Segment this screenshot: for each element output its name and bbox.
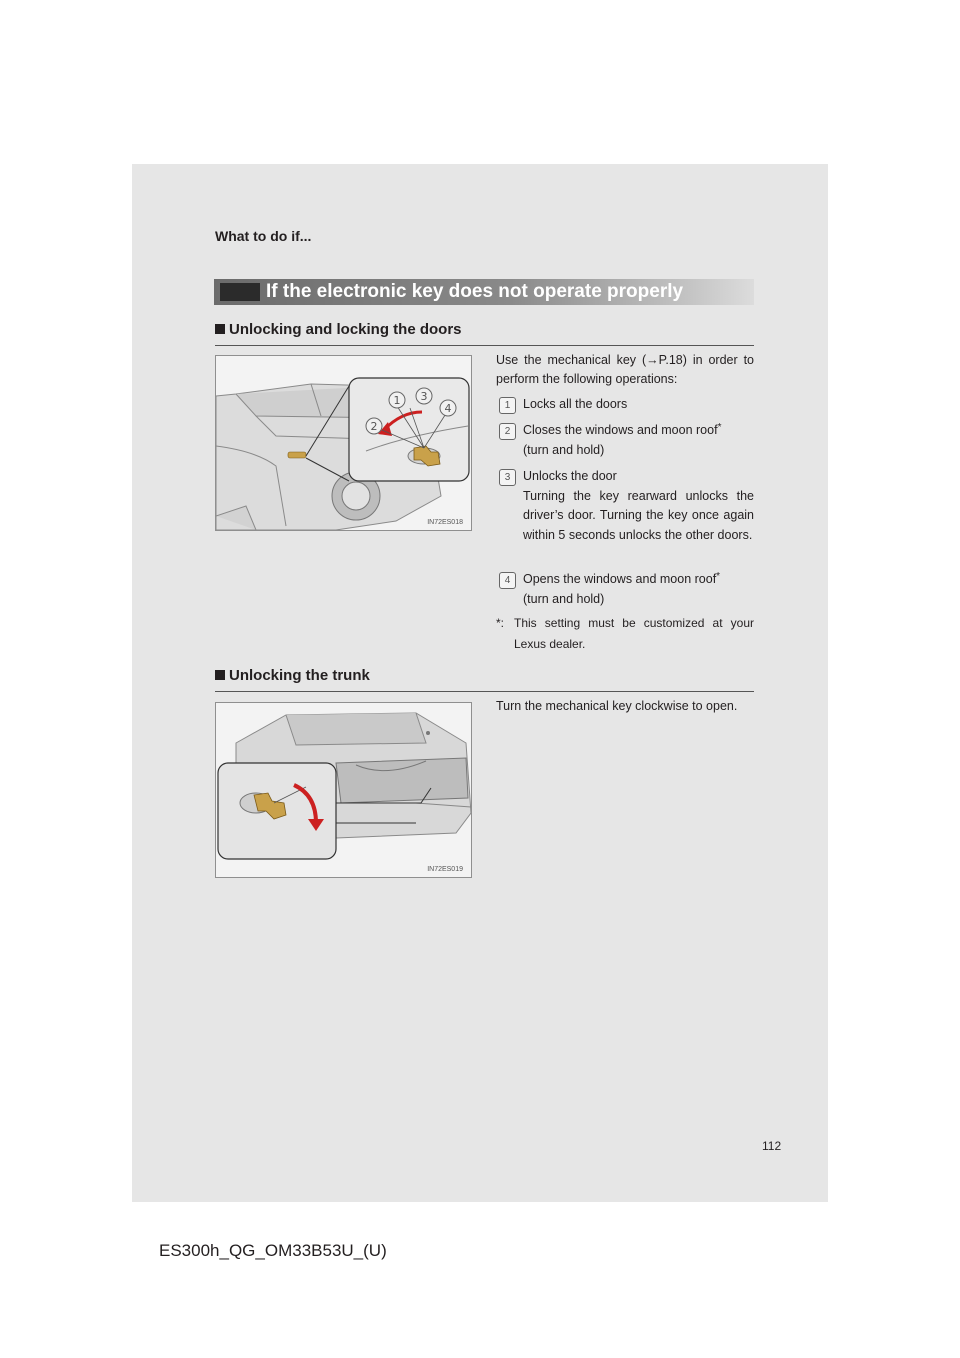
bullet-square-icon bbox=[215, 670, 225, 680]
list-item: 1 Locks all the doors bbox=[496, 395, 754, 415]
title-bar bbox=[214, 279, 754, 305]
door-lock-illustration bbox=[216, 356, 471, 530]
figure-code: IN72ES018 bbox=[427, 519, 463, 526]
callout-1: 1 bbox=[393, 394, 401, 407]
title-bar-mark bbox=[220, 283, 260, 301]
callout-2: 2 bbox=[370, 420, 378, 433]
item-number-badge: 1 bbox=[499, 397, 516, 414]
list-item: 3 Unlocks the door Turning the key rearward unlocks the driver’s door. Turning the key once again within 5 seconds unlocks the other doors. bbox=[496, 467, 754, 545]
trunk-lock-illustration bbox=[216, 703, 471, 877]
callout-3: 3 bbox=[420, 390, 428, 403]
figure-trunk-lock bbox=[215, 702, 472, 878]
footnote-mark: *: bbox=[496, 616, 505, 630]
item-number-badge: 2 bbox=[499, 423, 516, 440]
asterisk-mark: * bbox=[716, 571, 721, 582]
page-title: If the electronic key does not operate properly bbox=[266, 281, 684, 302]
item-number-badge: 3 bbox=[499, 469, 516, 486]
asterisk-mark: * bbox=[717, 422, 722, 433]
item-number-badge: 4 bbox=[499, 572, 516, 589]
callout-4: 4 bbox=[444, 402, 452, 415]
page-number: 112 bbox=[762, 1139, 782, 1153]
footnote: *: This setting must be customized at your Lexus dealer. bbox=[496, 613, 754, 655]
list-item: 4 Opens the windows and moon roof* (turn and hold) bbox=[496, 570, 754, 609]
figure-door-lock bbox=[215, 355, 472, 531]
section-heading-doors: Unlocking and locking the doors bbox=[215, 321, 754, 346]
section-heading-trunk: Unlocking the trunk bbox=[215, 667, 754, 692]
list-item: 2 Closes the windows and moon roof* (turn and hold) bbox=[496, 421, 754, 460]
running-header: What to do if... bbox=[215, 228, 312, 244]
intro-text: Use the mechanical key (→P.18) in order to perform the following operations: bbox=[496, 353, 754, 386]
bullet-square-icon bbox=[215, 324, 225, 334]
figure-code: IN72ES019 bbox=[427, 866, 463, 873]
document-id: ES300h_QG_OM33B53U_(U) bbox=[159, 1241, 387, 1260]
trunk-text: Turn the mechanical key clockwise to open. bbox=[496, 699, 738, 713]
